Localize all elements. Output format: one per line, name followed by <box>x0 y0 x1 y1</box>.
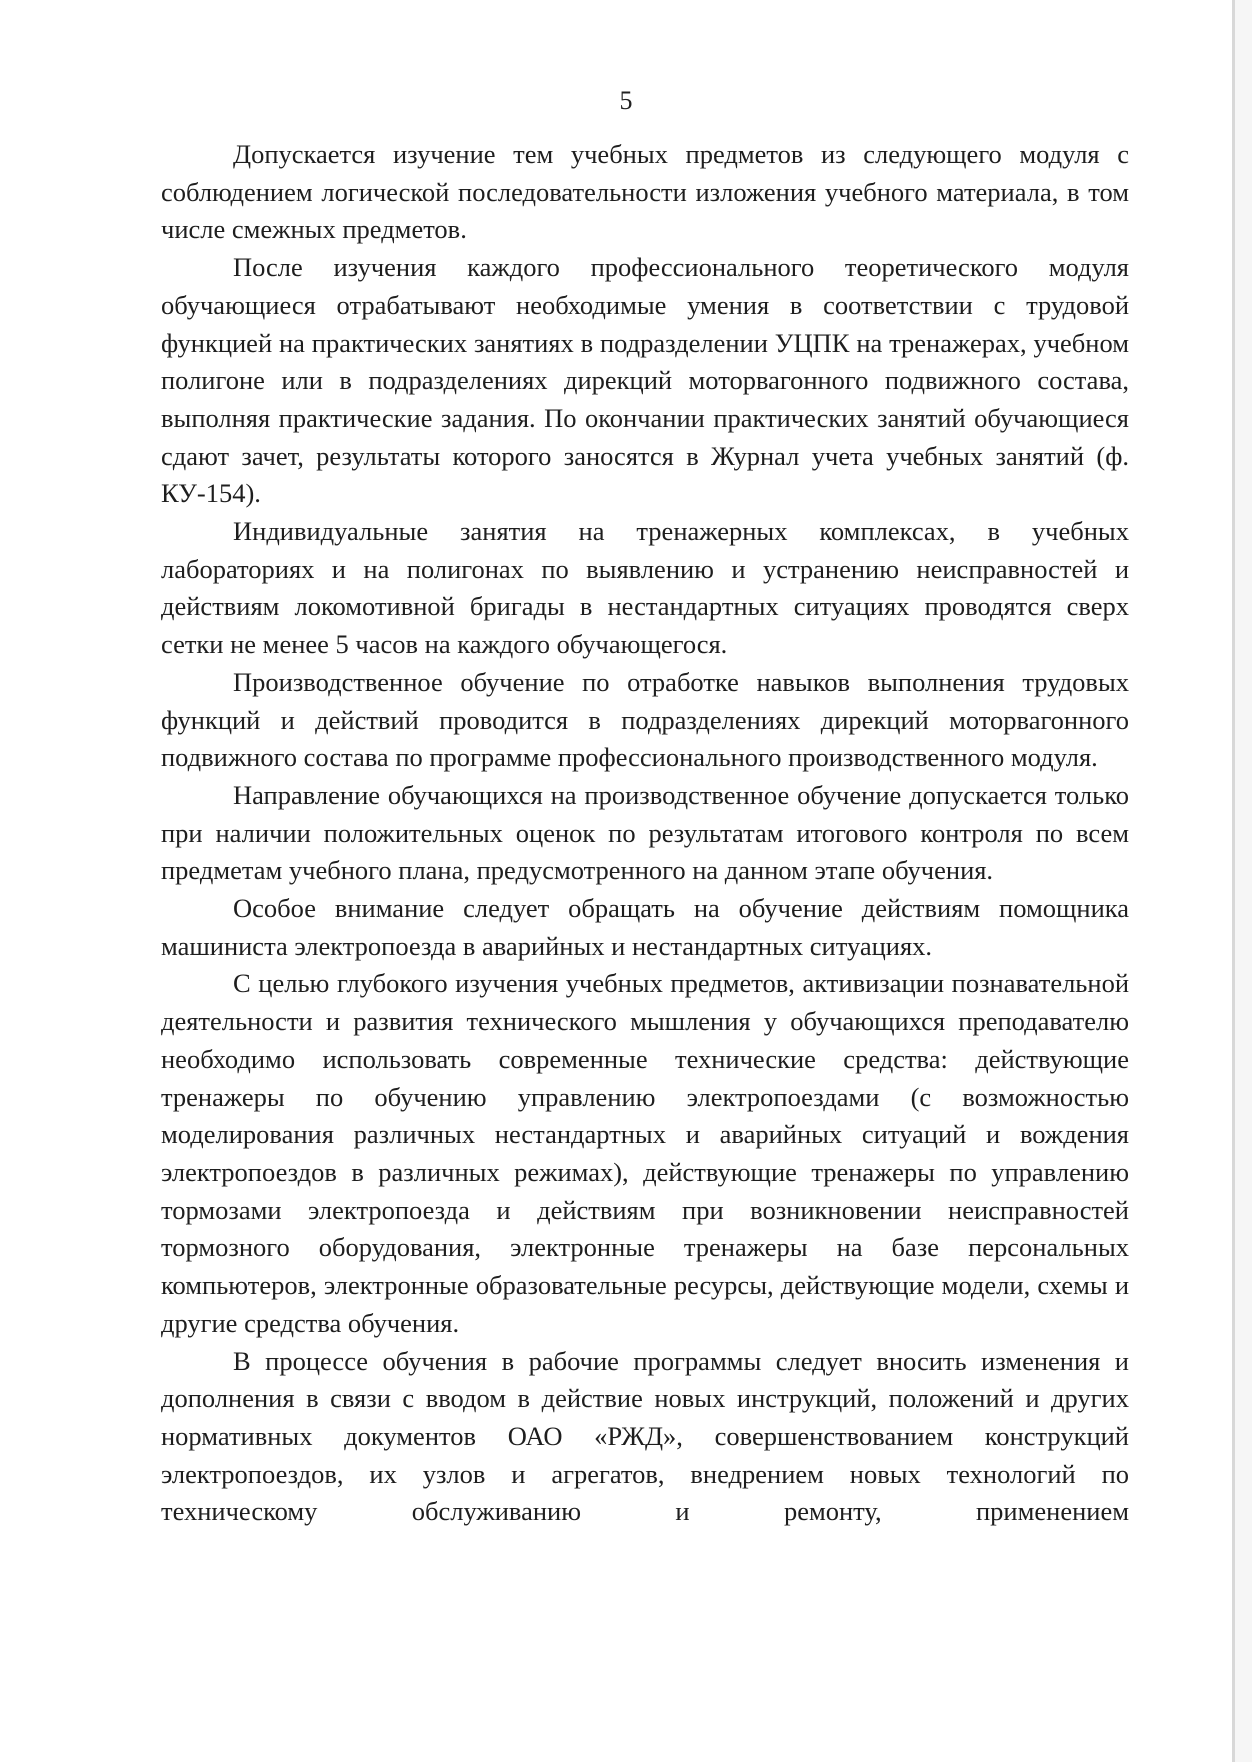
document-body <box>161 136 1129 1531</box>
paragraph: С целью глубокого изучения учебных предметов, активизации познавательной деятельности и развития технического мышления у обучающихся преподавателю необходимо использовать современные технические средства: действующие тренажеры по обучению управлению электропоездами (с возможностью моделирования различных нестандартных и аварийных ситуаций и вождения электропоездов в различных режимах), действующие тренажеры по управлению тормозами электропоезда и действиям при возникновении неисправностей тормозного оборудования, электронные тренажеры на базе персональных компьютеров, электронные образовательные ресурсы, действующие модели, схемы и другие средства обучения. <box>161 968 1129 1338</box>
paragraph: Направление обучающихся на производственное обучение допускается только при наличии положительных оценок по результатам итогового контроля по всем предметам учебного плана, предусмотренного на данном этапе обучения. <box>161 779 1129 886</box>
scan-margin <box>1235 0 1252 1762</box>
paragraph: Особое внимание следует обращать на обучение действиям помощника машиниста электропоезда в аварийных и нестандартных ситуациях. <box>161 893 1129 961</box>
page-number: 5 <box>619 86 633 115</box>
paragraph: В процессе обучения в рабочие программы следует вносить изменения и дополнения в связи с вводом в действие новых инструкций, положений и других нормативных документов ОАО «РЖД», совершенствованием конструкций электропоездов, их узлов и агрегатов, внедрением новых технологий по техническому обслуживанию и ремонту, применением <box>161 1345 1129 1527</box>
paragraph: Производственное обучение по отработке навыков выполнения трудовых функций и действий проводится в подразделениях дирекций моторвагонного подвижного состава по программе профессионального производственного модуля. <box>161 666 1129 773</box>
paragraph: После изучения каждого профессионального теоретического модуля обучающиеся отрабатывают необходимые умения в соответствии с трудовой функцией на практических занятиях в подразделении УЦПК на тренажерах, учебном полигоне или в подразделениях дирекций моторвагонного подвижного состава, выполняя практические задания. По окончании практических занятий обучающиеся сдают зачет, результаты которого заносятся в Журнал учета учебных занятий (ф. КУ-154). <box>161 252 1129 509</box>
paragraph: Допускается изучение тем учебных предметов из следующего модуля с соблюдением логической последовательности изложения учебного материала, в том числе смежных предметов. <box>161 139 1129 245</box>
paragraph: Индивидуальные занятия на тренажерных комплексах, в учебных лабораториях и на полигонах по выявлению и устранению неисправностей и действиям локомотивной бригады в нестандартных ситуациях проводятся сверх сетки не менее 5 часов на каждого обучающегося. <box>161 516 1129 660</box>
